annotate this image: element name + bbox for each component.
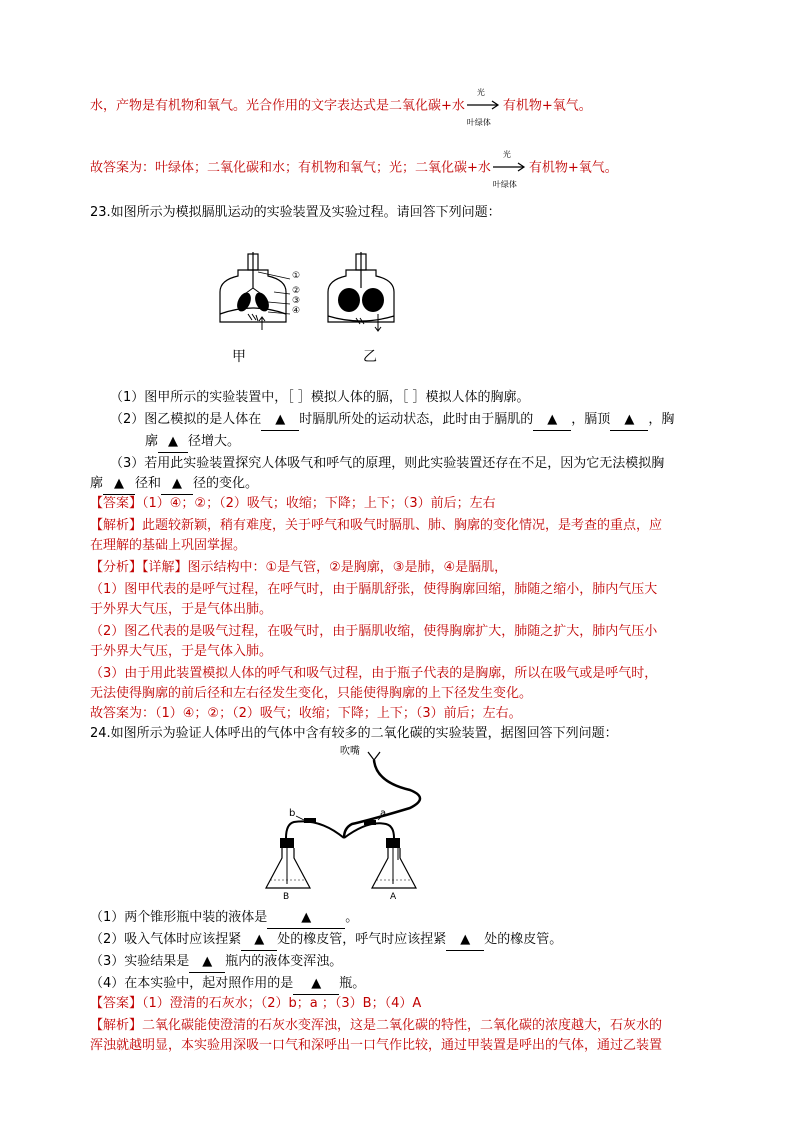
q24-q2	[90, 930, 562, 951]
intro-line-1	[90, 88, 592, 127]
q23-analysis-1: 【解析】此题较新颖，稍有难度，关于呼气和吸气时膈肌、肺、胸廓的变化情况，是考查的重点，应	[90, 518, 663, 533]
q24-q3-part-b: 瓶内的液体变浑浊。	[225, 954, 343, 969]
q23-detail-2b: 于外界大气压，于是气体入肺。	[90, 644, 273, 659]
leader-2	[274, 292, 290, 294]
q23-q3-part-b: 廓	[90, 476, 104, 491]
q23-detail: 【分析】【详解】图示结构中：①是气管，②是胸廓，③是肺，④是膈肌，	[90, 560, 508, 575]
leader-3	[268, 302, 290, 304]
lung-left	[234, 290, 253, 313]
q24-q2-part-c: 处的橡皮管。	[484, 932, 563, 947]
marker-1: ①	[292, 271, 301, 281]
q24-q4-part-a: （4）在本实验中，起对照作用的是	[90, 976, 294, 991]
q23-q3-part-d: 径的变化。	[193, 476, 259, 491]
arrow-top-label: 光	[502, 150, 511, 159]
mouthpiece-shape	[368, 752, 380, 760]
answer-blank[interactable]: ▲	[261, 410, 299, 431]
q23-detail-3a: （3）由于用此装置模拟人体的呼气和吸气过程，由于瓶子代表的是胸廓，所以在吸气或是呼气时，	[90, 666, 658, 681]
marker-2: ②	[292, 286, 301, 296]
label-b: b	[289, 808, 296, 819]
q23-q2-part-e: 廓	[145, 434, 159, 449]
arrow-icon	[466, 88, 501, 127]
q23-final: 故答案为：（1）④；②；（2）吸气；收缩；下降；上下；（3）前后；左右。	[90, 706, 522, 721]
answer-blank[interactable]: ▲	[161, 474, 193, 495]
lung-left	[338, 288, 360, 312]
arrow-bottom-label: 叶绿体	[466, 118, 491, 127]
hose-b	[286, 821, 344, 838]
fig-label-a: 甲	[232, 349, 246, 365]
q23-q2-cont	[145, 432, 240, 453]
answer-blank[interactable]: ▲	[293, 974, 339, 995]
q24-q3-part-a: （3）实验结果是	[90, 954, 190, 969]
q24-q4	[90, 974, 365, 995]
q23-q3: （3）若用此实验装置探究人体吸气和呼气的原理，则此实验装置还存在不足，因为它无法模拟胸	[110, 456, 665, 471]
label-a: a	[380, 808, 387, 819]
fig-label-b: 乙	[363, 349, 377, 365]
answer-blank[interactable]: ▲	[158, 432, 188, 453]
q24-answer: 【答案】（1）澄清的石灰水；（2）b；a ；（3）B；（4）A	[90, 996, 422, 1011]
q23-q1: （1）图甲所示的实验装置中，［ ］模拟人体的膈，［ ］模拟人体的胸廓。	[110, 390, 530, 405]
q23-q2-part-d: ，胸	[648, 412, 675, 427]
q24-q3	[90, 952, 342, 973]
intro-line-2	[90, 150, 618, 189]
q24-q1	[90, 908, 358, 929]
q23-analysis-2: 在理解的基础上巩固掌握。	[90, 538, 247, 553]
intro-line-2-text: 故答案为：叶绿体；二氧化碳和水；有机物和氧气；光；二氧化碳+水	[90, 160, 491, 176]
answer-blank[interactable]: ▲	[446, 930, 484, 951]
diaphragm-model-figure-b	[320, 252, 410, 332]
q23-q2	[110, 410, 674, 431]
q23-answer: 【答案】（1）④；②；（2）吸气；收缩；下降；上下；（3）前后；左右	[90, 496, 496, 511]
answer-blank[interactable]: ▲	[241, 930, 277, 951]
q24-q2-part-a: （2）吸入气体时应该捏紧	[90, 932, 242, 947]
flask-a-label: A	[390, 892, 397, 902]
intro-line-2-tail: 有机物+氧气。	[528, 160, 618, 176]
leader-b	[296, 816, 304, 820]
q24-title: 24.如图所示为验证人体呼出的气体中含有较多的二氧化碳的实验装置，据图回答下列问题：	[90, 726, 618, 741]
q23-q2-part-b: 时膈肌所处的运动状态，此时由于膈肌的	[299, 412, 534, 427]
clamp-a	[364, 820, 376, 825]
q23-detail-1a: （1）图甲代表的是呼气过程，在呼气时，由于膈肌舒张，使得胸廓回缩，肺随之缩小，肺内气压大	[90, 582, 658, 597]
q24-q1-part-b: 。	[345, 910, 359, 925]
q23-q2-part-f: 径增大。	[188, 434, 241, 449]
q23-q2-part-c: ，膈顶	[571, 412, 611, 427]
marker-4: ④	[292, 306, 301, 316]
q23-q3-cont	[90, 474, 258, 495]
q23-q3-part-c: 径和	[135, 476, 162, 491]
q24-q2-part-b: 处的橡皮管，呼气时应该捏紧	[277, 932, 447, 947]
flask-b-label: B	[283, 892, 290, 902]
arrow-bottom-label: 叶绿体	[492, 180, 517, 189]
flask-b	[266, 848, 310, 888]
answer-blank[interactable]: ▲	[103, 474, 135, 495]
lung-right	[362, 288, 384, 312]
q23-q2-part-a: （2）图乙模拟的是人体在	[110, 412, 262, 427]
marker-3: ③	[292, 296, 301, 306]
answer-blank[interactable]: ▲	[610, 410, 648, 431]
main-hose	[344, 760, 420, 838]
q24-q4-part-b: 瓶。	[339, 976, 366, 991]
q24-q1-part-a: （1）两个锥形瓶中装的液体是	[90, 910, 268, 925]
q24-analysis-2: 浑浊就越明显，本实验用深吸一口气和深呼出一口气作比较，通过甲装置是呼出的气体，通过乙装置	[90, 1038, 663, 1053]
q24-analysis-1: 【解析】二氧化碳能使澄清的石灰水变浑浊，这是二氧化碳的特性，二氧化碳的浓度越大，石灰水的	[90, 1018, 663, 1033]
stopper-a	[386, 838, 400, 848]
hand	[248, 314, 258, 321]
q23-detail-2a: （2）图乙代表的是吸气过程，在吸气时，由于膈肌收缩，使得胸廓扩大，肺随之扩大，肺内气压小	[90, 624, 658, 639]
arrow-icon	[492, 150, 527, 189]
q23-detail-1b: 于外界大气压，于是气体出肺。	[90, 602, 273, 617]
answer-blank[interactable]: ▲	[189, 952, 225, 973]
mouthpiece-label: 吹嘴	[340, 746, 360, 757]
arrow-top-label: 光	[476, 88, 485, 97]
answer-blank[interactable]: ▲	[267, 908, 345, 929]
intro-line-1-text: 水，产物是有机物和氧气。光合作用的文字表达式是二氧化碳+水	[90, 98, 465, 114]
q23-detail-3b: 无法使得胸廓的前后径和左右径发生变化，只能使得胸廓的上下径发生变化。	[90, 686, 533, 701]
intro-line-1-tail: 有机物+氧气。	[502, 98, 592, 114]
co2-apparatus-figure	[260, 742, 440, 902]
flask-a	[372, 848, 416, 888]
answer-blank[interactable]: ▲	[533, 410, 571, 431]
stopper-b	[280, 838, 294, 848]
clamp-b	[304, 818, 316, 823]
q23-title: 23.如图所示为模拟膈肌运动的实验装置及实验过程。请回答下列问题：	[90, 205, 501, 220]
